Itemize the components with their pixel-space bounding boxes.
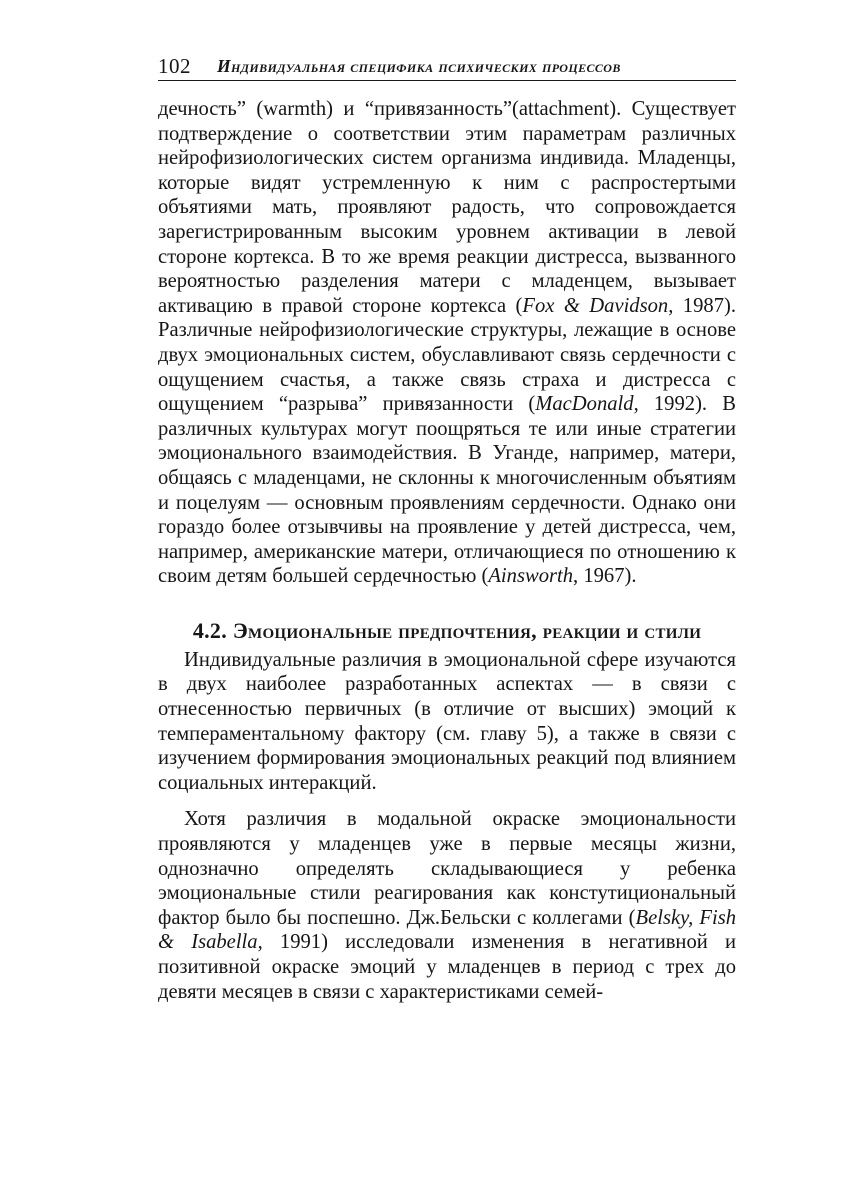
text-segment: Индивидуальные различия в эмоциональной сфере изучаются в двух наиболее разработанных аспектах — в связи с отнесенностью первичных (в отличие от высших) эмоций к темпераментальному фактору (см. главу 5), а также в связи с изучением формирования эмоциональных реакций под влиянием социальных интеракций. [158,648,736,794]
section-heading [158,618,736,644]
citation-authors: Ainsworth [488,565,574,588]
text-segment: , 1991) исследовали изменения в негативной и позитивной окраске эмоций у младенцев в период с трех до девяти месяцев в связи с характеристиками семей- [158,931,736,1003]
citation-authors: MacDonald [535,393,634,416]
text-segment: Хотя различия в модальной окраске эмоциональности проявляются у младенцев уже в первые месяцы жизни, однозначно определять складывающиеся у ребенка эмоциональные стили реагирования как констутициональный фактор было бы поспешно. Дж.Бельски с коллегами ( [158,808,736,929]
text-segment: , 1992). В различных культурах могут поощряться те или иные стратегии эмоционального взаимодействия. В Уганде, например, матери, общаясь с младенцами, не склонны к многочисленным объятиям и поцелуям — основным проявлениям сердечности. Однако они гораздо более отзывчивы на проявление у детей дистресса, чем, например, американские матери, отличающиеся по отношению к своим детям большей сердечностью ( [158,393,736,588]
page-number: 102 [158,54,191,78]
paragraph [158,648,736,796]
running-header [158,50,736,81]
citation-authors: Fox & Davidson [522,294,669,317]
text-segment: , 1967). [573,565,637,588]
section-title: Эмоциональные предпочтения, реакции и стили [232,617,702,643]
section-number: 4.2. [192,617,228,643]
paragraph [158,807,736,1004]
running-title: Индивидуальная специфика психических процессов [217,56,621,76]
book-page [158,50,736,1004]
text-segment: , 1987). Различные нейрофизиологические структуры, лежащие в основе двух эмоциональных систем, обуславливают связь сердечности с ощущением счастья, а также связь страха и дистресса с ощущением “разрыва” привязанности ( [158,294,736,416]
text-segment: дечность” (warmth) и “привязанность”(attachment). Существует подтверждение о соответствии этим параметрам различных нейрофизиологических систем организма индивида. Младенцы, которые видят устремленную к ним с распростертыми объятиями мать, проявляют радость, что сопровождается зарегистрированным высоким уровнем активации в левой стороне кортекса. В то же время реакции дистресса, вызванного вероятностью разделения матери с младенцем, вызывает активацию в правой стороне кортекса ( [158,98,736,317]
citation-authors: Belsky, Fish & Isabella [158,906,737,954]
continuation-paragraph [158,97,736,589]
body-text [158,97,736,1004]
